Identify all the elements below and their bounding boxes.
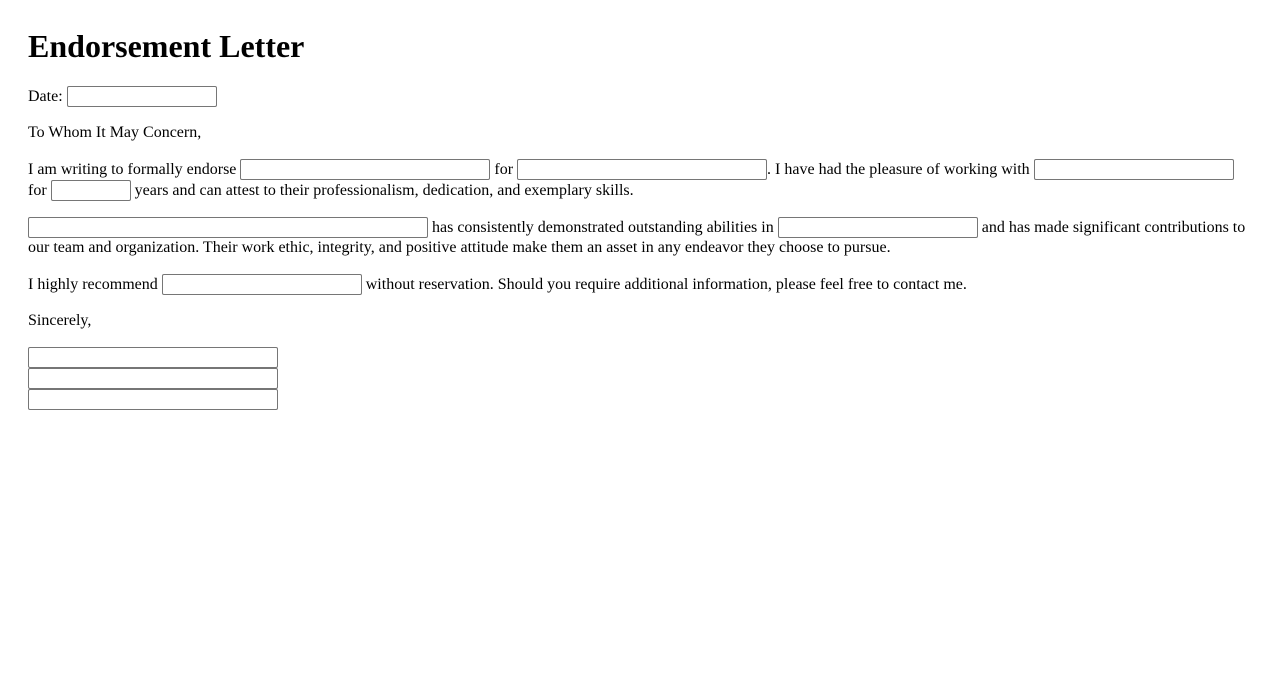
signature-input-1[interactable] (28, 347, 278, 368)
recommend-name-input[interactable] (162, 274, 362, 295)
endorsee-name-input[interactable] (240, 159, 490, 180)
paragraph-abilities (28, 217, 1250, 258)
para3-text-2: without reservation. Should you require additional information, please feel free to contact me. (365, 276, 967, 293)
signature-input-3[interactable] (28, 389, 278, 410)
para2-text-1: has consistently demonstrated outstanding abilities in (432, 219, 774, 236)
years-input[interactable] (51, 180, 131, 201)
letter-page (0, 28, 1278, 410)
date-label: Date: (28, 88, 63, 105)
para1-text-4: for (28, 182, 47, 199)
signature-input-2[interactable] (28, 368, 278, 389)
para3-text-1: I highly recommend (28, 276, 158, 293)
salutation: To Whom It May Concern, (28, 124, 202, 141)
page-title: Endorsement Letter (28, 28, 305, 64)
paragraph-endorse (28, 159, 1250, 201)
abilities-area-input[interactable] (778, 217, 978, 238)
para1-text-1: I am writing to formally endorse (28, 161, 237, 178)
para2-text-2: and has made significant contributions to our team and organization. Their work ethic, integrity, and positive attitude make them an asset in any endeavor they choose to pursue. (28, 219, 1246, 256)
closing: Sincerely, (28, 312, 92, 329)
colleague-name-input[interactable] (1034, 159, 1234, 180)
date-input[interactable] (67, 86, 217, 107)
para1-text-2: for (494, 161, 514, 178)
signature-block (28, 347, 1250, 410)
paragraph-recommend (28, 274, 1250, 295)
para1-text-3: . I have had the pleasure of working with (767, 161, 1030, 178)
endorse-purpose-input[interactable] (517, 159, 767, 180)
date-row (28, 86, 1250, 107)
para1-text-5: years and can attest to their professionalism, dedication, and exemplary skills. (134, 182, 634, 199)
subject-name-input[interactable] (28, 217, 428, 238)
